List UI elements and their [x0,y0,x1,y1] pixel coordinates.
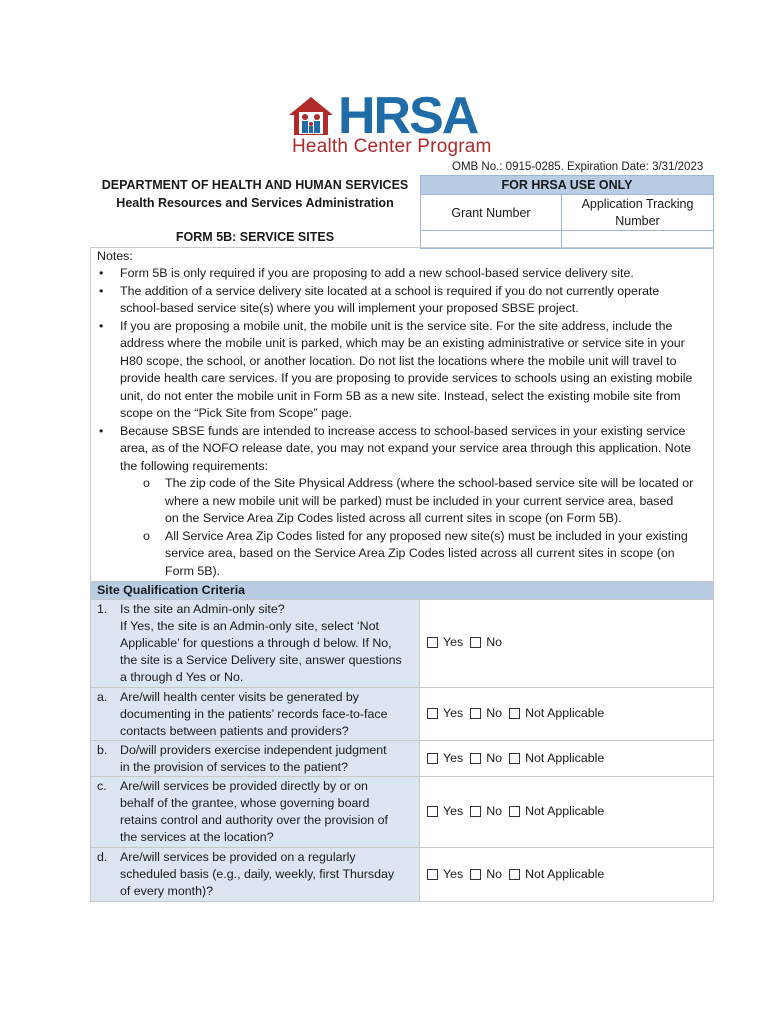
sub-bullet-icon: o [143,529,150,543]
note-line: The zip code of the Site Physical Address (where the school-based service site will be located or [165,476,694,490]
note-line: Form 5B is only required if you are proposing to add a new school-based service delivery site. [120,266,634,280]
note-line: H80 scope, the school, or another location. Do not list the locations where the mobile unit will travel to [120,354,677,368]
note-line: on the Service Area Zip Codes listed across all current sites in scope (on Form 5B). [165,511,622,525]
no-option[interactable] [470,635,502,649]
site-qualification-table [90,581,714,902]
sub-bullet-icon: o [143,476,150,490]
answer-options [427,867,611,881]
option-label: No [486,751,503,765]
bullet-icon: • [99,266,104,280]
option-label: Yes [443,804,464,818]
question-line: If Yes, the site is an Admin-only site, select ‘Not [120,619,379,633]
note-line: service area, based on the Service Area Zip Codes listed across all current sites in scope (on [165,546,675,560]
logo-program: Health Center Program [292,136,492,157]
option-label: No [486,635,503,649]
bullet-icon: • [99,284,104,298]
na-checkbox[interactable] [509,753,520,764]
question-line: a through d Yes or No. [120,670,244,684]
question-line: Are/will services be provided directly by or on [120,779,368,793]
note-line: Because SBSE funds are intended to increase access to school-based services in your existing service [120,424,686,438]
question-line: the services at the location? [120,830,274,844]
yes-option[interactable] [427,867,463,881]
option-label: Not Applicable [525,804,605,818]
note-line: If you are proposing a mobile unit, the mobile unit is the service site. For the site address, include the [120,319,673,333]
criteria-question [91,848,420,901]
hrsa-logo [288,87,518,160]
omb-number: OMB No.: 0915-0285. Expiration Date: 3/31/2023 [452,161,704,173]
bullet-icon: • [99,424,104,438]
note-line: school-based service site(s) where you will implement your proposed SBSE project. [120,301,579,315]
yes-option[interactable] [427,635,463,649]
grant-number-label: Grant Number [421,194,562,231]
criteria-row [91,599,713,687]
option-label: Yes [443,635,464,649]
question-line: Are/will health center visits be generated by [120,690,359,704]
option-label: Not Applicable [525,751,605,765]
agency-name: Health Resources and Services Administration [116,196,394,210]
tracking-number-field[interactable] [562,230,713,248]
yes-checkbox[interactable] [427,708,438,719]
question-line: the site is a Service Delivery site, answer questions [120,653,402,667]
no-option[interactable] [470,706,502,720]
question-label: b. [97,743,108,757]
option-label: No [486,804,503,818]
note-line: unit, do not enter the mobile unit in Form 5B as a new site. Instead, select the existing mobile site from [120,389,681,403]
note-line: where a new mobile unit will be parked) must be included in your current service area, based [165,494,674,508]
note-line: scope on the “Pick Site from Scope” page. [120,406,353,420]
criteria-title: Site Qualification Criteria [91,582,713,599]
na-option[interactable] [509,751,604,765]
answer-options [427,804,611,818]
yes-option[interactable] [427,706,463,720]
note-line: The addition of a service delivery site located at a school is required if you do not currently operate [120,284,660,298]
form-title: FORM 5B: SERVICE SITES [175,230,335,244]
criteria-question [91,688,420,740]
criteria-row [91,776,713,847]
question-line: behalf of the grantee, whose governing board [120,796,370,810]
question-line: documenting in the patients’ records face-to-face [120,707,388,721]
bullet-icon: • [99,319,104,333]
grant-number-field[interactable] [421,230,562,248]
yes-option[interactable] [427,804,463,818]
tracking-number-label [562,194,713,232]
note-line: the following requirements: [120,459,269,473]
hrsa-use-title: FOR HRSA USE ONLY [421,176,713,194]
na-checkbox[interactable] [509,806,520,817]
department-name: DEPARTMENT OF HEALTH AND HUMAN SERVICES [101,178,409,192]
logo-wordmark: HRSA [338,87,478,145]
no-checkbox[interactable] [470,753,481,764]
criteria-row [91,740,713,776]
note-line: area, as of the NOFO release date, you may not expand your service area through this application. Note [120,441,691,455]
question-line: contacts between patients and providers? [120,724,349,738]
yes-checkbox[interactable] [427,869,438,880]
na-checkbox[interactable] [509,869,520,880]
question-label: c. [97,779,107,793]
na-checkbox[interactable] [509,708,520,719]
option-label: No [486,867,503,881]
question-line: in the provision of services to the patient? [120,760,348,774]
question-line: scheduled basis (e.g., daily, weekly, first Thursday [120,867,395,881]
no-checkbox[interactable] [470,869,481,880]
question-label: d. [97,850,108,864]
no-option[interactable] [470,804,502,818]
question-line: retains control and authority over the provision of [120,813,388,827]
option-label: Yes [443,867,464,881]
option-label: Not Applicable [525,867,605,881]
hrsa-use-table [420,175,714,249]
note-line: provide health care services. If you are proposing to provide services to schools using an existing mobile [120,371,693,385]
answer-options [427,635,509,649]
tracking-label-line: Number [615,214,660,228]
no-option[interactable] [470,867,502,881]
note-line: Form 5B). [165,564,221,578]
no-checkbox[interactable] [470,637,481,648]
yes-checkbox[interactable] [427,806,438,817]
na-option[interactable] [509,867,604,881]
criteria-question [91,600,420,687]
notes-section [90,247,714,581]
option-label: Yes [443,706,464,720]
question-line: Are/will services be provided on a regularly [120,850,356,864]
question-line: Applicable’ for questions a through d below. If No, [120,636,392,650]
no-checkbox[interactable] [470,806,481,817]
note-line: address where the mobile unit is parked, which may be an existing administrative or service site in your [120,336,685,350]
house-family-icon [288,96,334,136]
answer-options [427,751,611,765]
answer-options [427,706,611,720]
question-line: Do/will providers exercise independent judgment [120,743,387,757]
criteria-row [91,687,713,740]
question-line: Is the site an Admin-only site? [120,602,285,616]
no-checkbox[interactable] [470,708,481,719]
criteria-question [91,741,420,776]
question-label: a. [97,690,108,704]
tracking-label-line: Application Tracking [581,197,694,211]
option-label: No [486,706,503,720]
criteria-question [91,777,420,847]
yes-checkbox[interactable] [427,637,438,648]
na-option[interactable] [509,804,604,818]
criteria-row [91,847,713,901]
no-option[interactable] [470,751,502,765]
yes-checkbox[interactable] [427,753,438,764]
note-line: All Service Area Zip Codes listed for any proposed new site(s) must be included in your existing [165,529,688,543]
option-label: Yes [443,751,464,765]
notes-title: Notes: [97,249,133,263]
na-option[interactable] [509,706,604,720]
question-line: of every month)? [120,884,213,898]
question-label: 1. [97,602,108,616]
option-label: Not Applicable [525,706,605,720]
yes-option[interactable] [427,751,463,765]
